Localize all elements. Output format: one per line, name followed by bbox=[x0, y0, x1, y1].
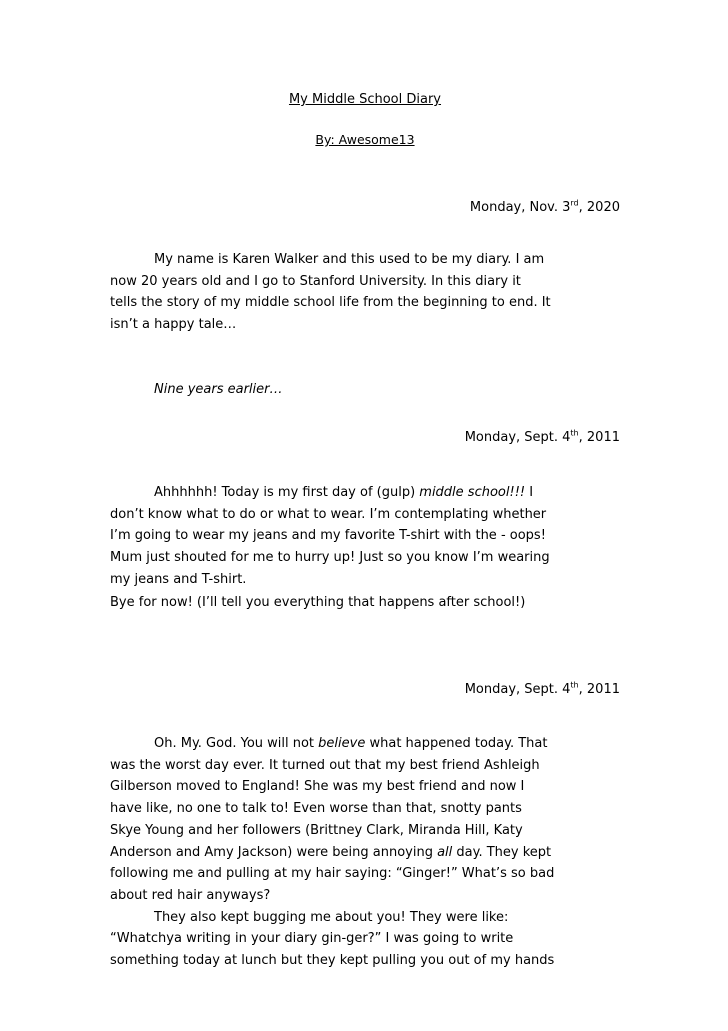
paragraph-line: isn’t a happy tale… bbox=[110, 317, 237, 333]
paragraph-line: I’m going to wear my jeans and my favorite T-shirt with the - oops! bbox=[110, 528, 546, 544]
entry-date-year: , 2020 bbox=[578, 200, 620, 215]
entry-date-text: Monday, Nov. 3 bbox=[469, 200, 571, 215]
paragraph-line bbox=[110, 482, 620, 504]
entry-date-year: , 2011 bbox=[578, 682, 620, 697]
entry-closing bbox=[110, 592, 620, 614]
paragraph-text: what happened today. That bbox=[365, 736, 548, 751]
entry-paragraph bbox=[110, 482, 620, 591]
emphasis-text: believe bbox=[318, 736, 366, 751]
entry-date bbox=[465, 428, 620, 448]
paragraph-line: They also kept bugging me about you! They were like: bbox=[154, 909, 509, 925]
paragraph-line: Skye Young and her followers (Brittney Clark, Miranda Hill, Katy bbox=[110, 822, 523, 838]
paragraph-text: Ahhhhhh! Today is my first day of (gulp) bbox=[154, 485, 420, 500]
closing-line: Bye for now! (I’ll tell you everything that happens after school!) bbox=[110, 595, 526, 610]
paragraph-line: about red hair anyways? bbox=[110, 887, 271, 903]
paragraph-line: now 20 years old and I go to Stanford University. In this diary it bbox=[110, 273, 521, 289]
document-byline: By: Awesome13 bbox=[315, 132, 415, 147]
entry-date bbox=[470, 198, 620, 218]
paragraph-line bbox=[110, 842, 620, 864]
paragraph-text: day. They kept bbox=[452, 844, 552, 860]
paragraph-line: My name is Karen Walker and this used to be my diary. I am bbox=[154, 252, 545, 267]
paragraph-text: Anderson and Amy Jackson) were being annoying bbox=[110, 844, 438, 860]
paragraph-line: have like, no one to talk to! Even worse than that, snotty pants bbox=[110, 801, 522, 817]
paragraph-line bbox=[110, 733, 620, 755]
emphasis-text: all bbox=[437, 844, 453, 860]
paragraph-line: Mum just shouted for me to hurry up! Just so you know I’m wearing bbox=[110, 550, 550, 566]
paragraph-line: don’t know what to do or what to wear. I’m contemplating whether bbox=[110, 506, 547, 522]
paragraph-line: something today at lunch but they kept pulling you out of my hands bbox=[110, 953, 555, 969]
paragraph-line: “Whatchya writing in your diary gin-ger?” I was going to write bbox=[110, 931, 514, 947]
entry-date bbox=[465, 680, 620, 700]
entry-date-text: Monday, Sept. 4 bbox=[464, 430, 571, 445]
document-title: My Middle School Diary bbox=[288, 92, 442, 107]
paragraph-line: Gilberson moved to England! She was my best friend and now I bbox=[110, 779, 525, 795]
entry-date-text: Monday, Sept. 4 bbox=[464, 682, 571, 697]
entry-paragraph bbox=[110, 733, 620, 972]
paragraph-line: tells the story of my middle school life from the beginning to end. It bbox=[110, 295, 551, 311]
paragraph-line: my jeans and T-shirt. bbox=[110, 571, 247, 587]
flashback-line: Nine years earlier… bbox=[154, 382, 283, 397]
entry-date-ordinal: rd bbox=[570, 198, 579, 208]
emphasis-text: middle school!!! bbox=[419, 485, 526, 500]
paragraph-text: I bbox=[525, 485, 534, 500]
paragraph-text: Oh. My. God. You will not bbox=[154, 736, 319, 751]
entry-date-ordinal: th bbox=[570, 428, 579, 438]
entry-date-ordinal: th bbox=[570, 680, 579, 690]
paragraph-line: following me and pulling at my hair saying: “Ginger!” What’s so bad bbox=[110, 866, 555, 882]
entry-paragraph bbox=[110, 249, 620, 336]
entry-date-year: , 2011 bbox=[578, 430, 620, 445]
document-page bbox=[110, 0, 620, 1031]
flashback-text bbox=[110, 379, 620, 401]
paragraph-line: was the worst day ever. It turned out that my best friend Ashleigh bbox=[110, 757, 540, 773]
